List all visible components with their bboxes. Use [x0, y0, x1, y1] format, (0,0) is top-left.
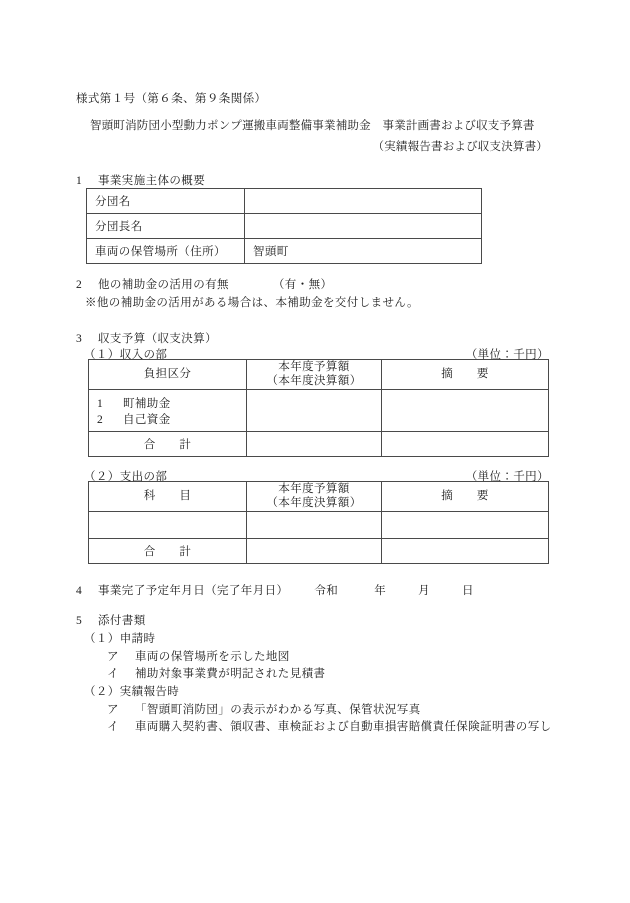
income-item-0	[97, 396, 238, 412]
attachment-group-0-item-1-text: 補助対象事業費が明記された見積書	[135, 668, 326, 680]
expense-total-amount[interactable]	[247, 538, 382, 563]
income-unit-note: （単位：千円）	[465, 349, 549, 361]
attachment-group-0-item-1	[107, 665, 325, 681]
attachment-group-1-item-1	[107, 718, 552, 734]
section-4-number: 4	[76, 585, 83, 597]
income-item-1-index: 2	[97, 414, 104, 427]
expense-subheading: （２）支出の部	[84, 471, 168, 483]
table-row	[89, 431, 549, 456]
expense-col-amount-line-1: 本年度予算額	[278, 483, 350, 495]
attachment-group-1-subheading: （２）実績報告時	[84, 686, 180, 698]
section-2-number: 2	[76, 279, 83, 291]
section-1-number: 1	[76, 175, 83, 187]
income-col-remarks: 摘 要	[382, 360, 549, 390]
income-item-0-index: 1	[97, 397, 104, 410]
section-1-title: 事業実施主体の概要	[98, 175, 206, 187]
expense-blank-name[interactable]	[89, 511, 247, 538]
overview-value-0[interactable]	[245, 189, 482, 214]
income-subheading: （１）収入の部	[84, 349, 168, 361]
attachment-group-0-item-0-text: 車両の保管場所を示した地図	[135, 651, 290, 663]
table-row	[87, 214, 482, 239]
section-3-number: 3	[76, 333, 83, 345]
section-4-year-label[interactable]: 年	[374, 585, 387, 597]
expense-unit-note: （単位：千円）	[465, 471, 549, 483]
attachment-group-1-item-0-mark: ア	[107, 704, 119, 716]
income-col-amount-line-1: 本年度予算額	[278, 361, 350, 373]
section-3-title: 収支予算（収支決算）	[98, 333, 217, 345]
section-2-title: 他の補助金の活用の有無	[98, 279, 229, 291]
expense-blank-amount[interactable]	[247, 511, 382, 538]
table-row	[89, 538, 549, 563]
overview-label-1: 分団長名	[87, 214, 245, 239]
income-col-amount	[247, 360, 382, 390]
attachment-group-1-item-1-text: 車両購入契約書、領収書、車検証および自動車損害賠償責任保険証明書の写し	[135, 721, 552, 733]
table-row	[87, 189, 482, 214]
overview-label-0: 分団名	[87, 189, 245, 214]
income-total-amount[interactable]	[247, 431, 382, 456]
table-row	[89, 389, 549, 431]
section-2-note: ※他の補助金の活用がある場合は、本補助金を交付しません。	[85, 297, 419, 309]
table-header-row	[89, 360, 549, 390]
table-row	[87, 239, 482, 264]
attachment-group-1-item-0	[107, 701, 421, 717]
table-header-row	[89, 482, 549, 512]
attachment-group-1-item-0-text: 「智頭町消防団」の表示がわかる写真、保管状況写真	[135, 704, 421, 716]
income-items-remarks[interactable]	[382, 389, 549, 431]
document-title-line-1: 智頭町消防団小型動力ポンプ運搬車両整備事業補助金 事業計画書および収支予算書	[90, 120, 535, 132]
attachment-group-1-item-1-mark: イ	[107, 721, 119, 733]
section-4-day-label[interactable]: 日	[462, 585, 474, 597]
income-items-cell	[89, 389, 247, 431]
attachment-group-0-item-0-mark: ア	[107, 651, 119, 663]
section-1-heading	[76, 172, 205, 188]
income-items-amount[interactable]	[247, 389, 382, 431]
section-5-title: 添付書類	[98, 615, 146, 627]
form-number: 様式第１号（第６条、第９条関係）	[76, 93, 267, 105]
income-col-amount-line-2: （本年度決算額）	[266, 375, 362, 388]
section-4-era[interactable]: 令和	[314, 585, 339, 597]
document-title	[90, 117, 548, 154]
document-title-line-2: （実績報告書および収支決算書）	[372, 141, 548, 153]
section-5-heading	[76, 612, 146, 628]
section-4-title: 事業完了予定年月日（完了年月日）	[98, 585, 289, 597]
income-col-burden-type: 負担区分	[89, 360, 247, 390]
expense-table	[88, 481, 549, 564]
income-total-label: 合 計	[89, 431, 247, 456]
expense-blank-remarks[interactable]	[382, 511, 549, 538]
section-2-heading	[76, 276, 332, 292]
income-item-0-name: 町補助金	[123, 397, 171, 410]
income-item-1-name: 自己資金	[123, 414, 171, 427]
expense-col-remarks: 摘 要	[382, 482, 549, 512]
table-row	[89, 511, 549, 538]
overview-table	[86, 188, 482, 264]
income-table	[88, 359, 549, 457]
income-total-remarks[interactable]	[382, 431, 549, 456]
attachment-group-0-item-0	[107, 648, 290, 664]
section-4-month-label[interactable]: 月	[418, 585, 431, 597]
expense-total-label: 合 計	[89, 538, 247, 563]
overview-value-1[interactable]	[245, 214, 482, 239]
section-3-heading	[76, 330, 217, 346]
section-4-heading	[76, 582, 474, 598]
overview-value-2[interactable]: 智頭町	[245, 239, 482, 264]
section-5-number: 5	[76, 615, 83, 627]
section-2-choice[interactable]: （有・無）	[272, 279, 333, 291]
expense-total-remarks[interactable]	[382, 538, 549, 563]
income-item-1	[97, 412, 238, 428]
overview-label-2: 車両の保管場所（住所）	[87, 239, 245, 264]
expense-col-amount-line-2: （本年度決算額）	[266, 497, 362, 510]
attachment-group-0-subheading: （１）申請時	[84, 633, 156, 645]
expense-col-item: 科 目	[89, 482, 247, 512]
expense-col-amount	[247, 482, 382, 512]
attachment-group-0-item-1-mark: イ	[107, 668, 119, 680]
